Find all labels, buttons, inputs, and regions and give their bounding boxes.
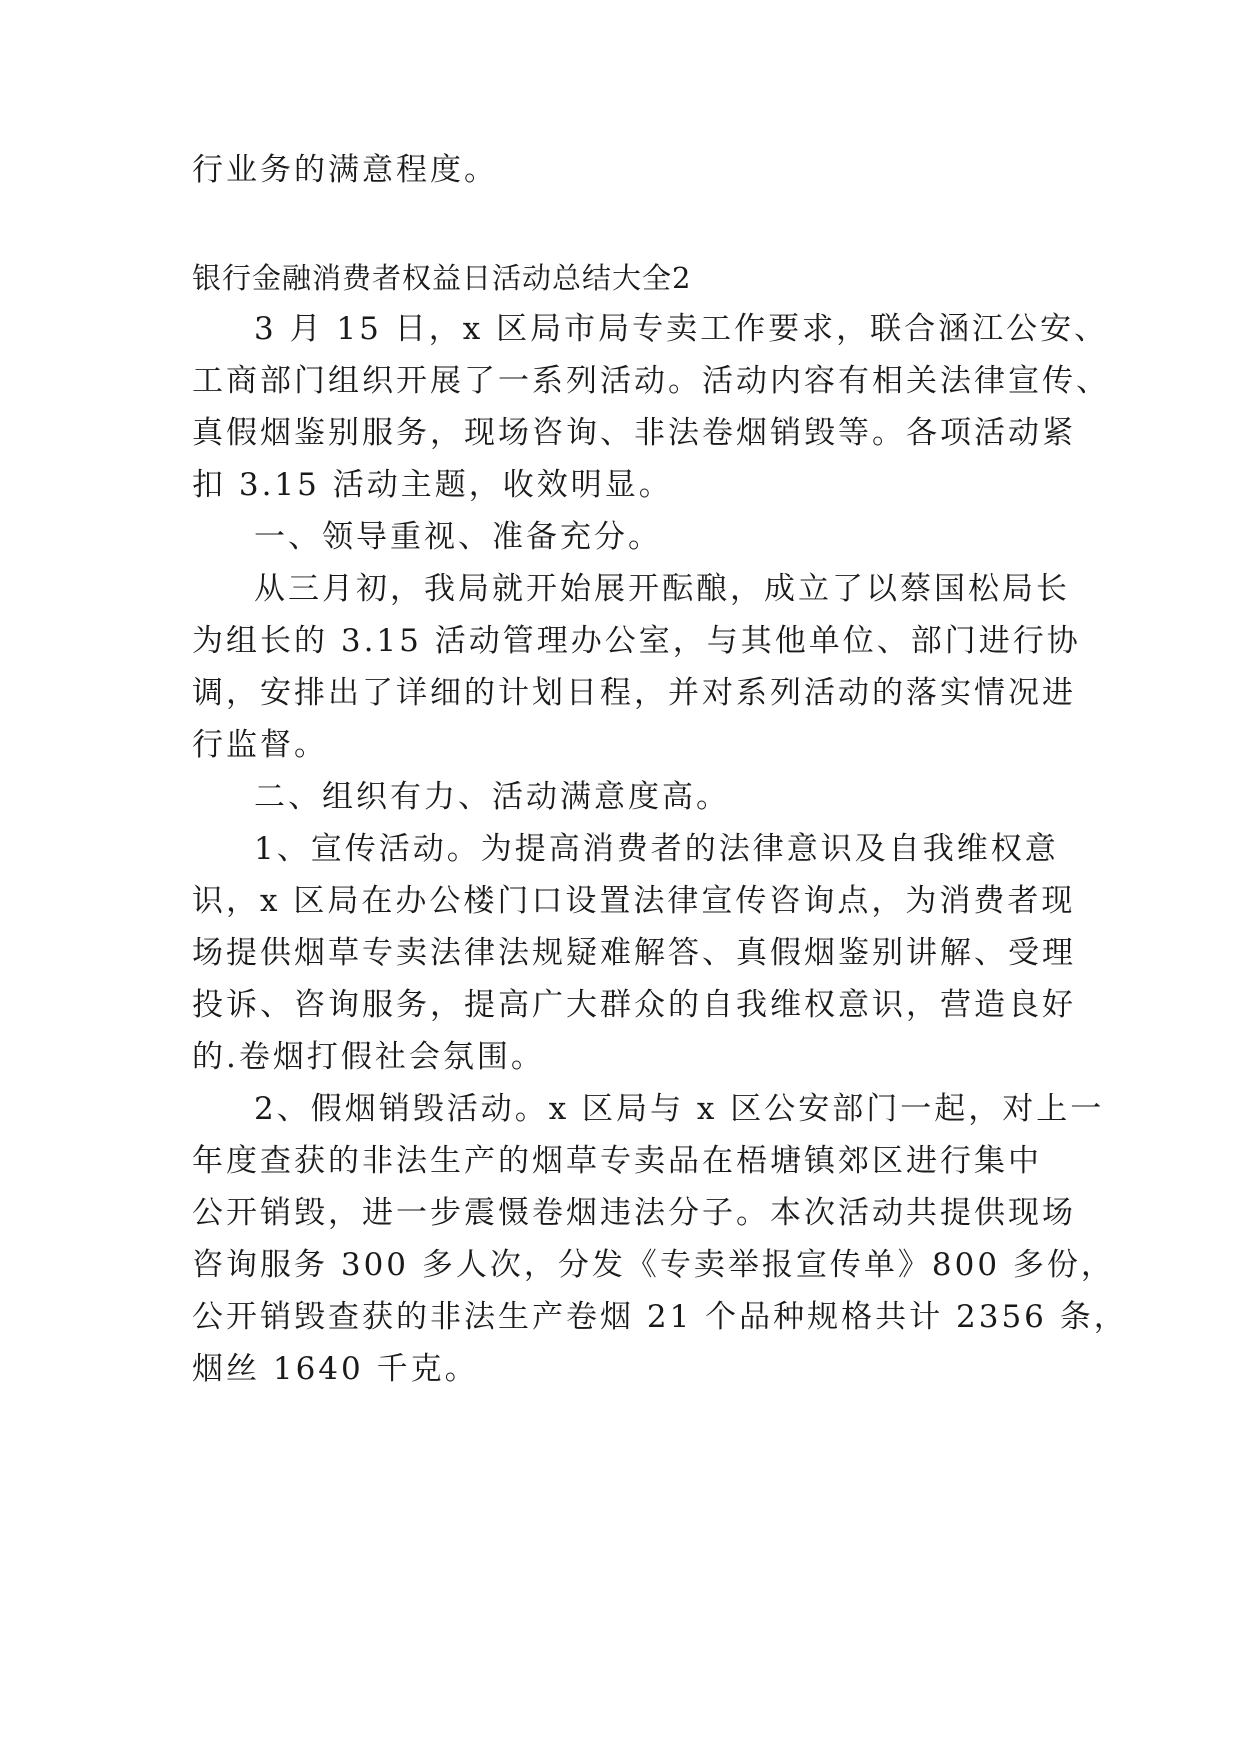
paragraph-1-line-3: 真假烟鉴别服务，现场咨询、非法卷烟销毁等。各项活动紧 (192, 415, 1076, 451)
paragraph-3-line-3: 场提供烟草专卖法律法规疑难解答、真假烟鉴别讲解、受理 (192, 935, 1076, 971)
paragraph-3-line-5: 的.卷烟打假社会氛围。 (192, 1039, 545, 1075)
paragraph-1-line-2: 工商部门组织开展了一系列活动。活动内容有相关法律宣传、 (192, 363, 1110, 399)
paragraph-4-line-1: 2、假烟销毁活动。x 区局与 x 区公安部门一起，对上一 (254, 1091, 1105, 1127)
paragraph-2-line-4: 行监督。 (192, 727, 328, 763)
section-title: 银行金融消费者权益日活动总结大全2 (192, 261, 692, 295)
paragraph-1-line-4: 扣 3.15 活动主题，收效明显。 (192, 467, 673, 503)
paragraph-4-line-4: 咨询服务 300 多人次，分发《专卖举报宣传单》800 多份， (192, 1247, 1115, 1283)
paragraph-3-line-2: 识，x 区局在办公楼门口设置法律宣传咨询点，为消费者现 (192, 883, 1076, 919)
paragraph-2-line-2: 为组长的 3.15 活动管理办公室，与其他单位、部门进行协 (192, 623, 1081, 659)
heading-one: 一、领导重视、准备充分。 (254, 519, 662, 555)
paragraph-3-line-1: 1、宣传活动。为提高消费者的法律意识及自我维权意 (254, 831, 1059, 867)
continuation-line: 行业务的满意程度。 (192, 152, 498, 188)
paragraph-2-line-1: 从三月初，我局就开始展开酝酿，成立了以蔡国松局长 (254, 571, 1070, 607)
paragraph-4-line-5: 公开销毁查获的非法生产卷烟 21 个品种规格共计 2356 条， (192, 1299, 1128, 1335)
paragraph-1-line-1: 3 月 15 日，x 区局市局专卖工作要求，联合涵江公安、 (254, 311, 1109, 347)
heading-two: 二、组织有力、活动满意度高。 (254, 779, 730, 815)
paragraph-2-line-3: 调，安排出了详细的计划日程，并对系列活动的落实情况进 (192, 675, 1076, 711)
paragraph-4-line-6: 烟丝 1640 千克。 (192, 1351, 479, 1387)
paragraph-4-line-2: 年度查获的非法生产的烟草专卖品在梧塘镇郊区进行集中 (192, 1143, 1042, 1179)
paragraph-4-line-3: 公开销毁，进一步震慑卷烟违法分子。本次活动共提供现场 (192, 1195, 1076, 1231)
paragraph-3-line-4: 投诉、咨询服务，提高广大群众的自我维权意识，营造良好 (192, 987, 1076, 1023)
